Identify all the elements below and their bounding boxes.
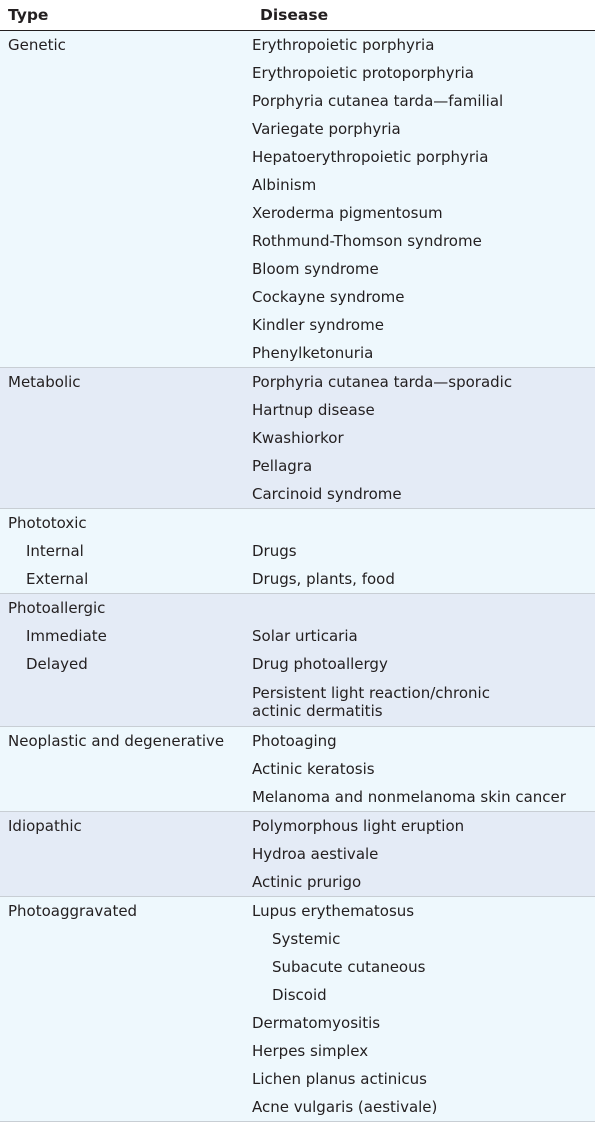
table-row-group (0, 594, 595, 727)
disease-item: Acne vulgaris (aestivale) (252, 1098, 438, 1116)
disease-item: Kwashiorkor (252, 429, 344, 447)
type-label: Idiopathic (8, 817, 82, 835)
disease-item: Erythropoietic protoporphyria (252, 64, 474, 82)
disease-item: Phenylketonuria (252, 344, 374, 362)
type-cell (0, 368, 252, 508)
disease-item: Pellagra (252, 457, 313, 475)
disease-cell (252, 727, 595, 811)
type-cell (0, 812, 252, 896)
disease-subitem: Discoid (272, 986, 327, 1004)
subtype-label: External (26, 570, 89, 588)
disease-subitem: Systemic (272, 930, 341, 948)
type-label: Metabolic (8, 373, 81, 391)
disease-item: Actinic keratosis (252, 760, 375, 778)
disease-item: Xeroderma pigmentosum (252, 204, 443, 222)
disease-item: Melanoma and nonmelanoma skin cancer (252, 788, 566, 806)
disease-subitem: Subacute cutaneous (272, 958, 426, 976)
type-label: Genetic (8, 36, 66, 54)
subtype-label: Immediate (26, 627, 107, 645)
type-cell (0, 727, 252, 811)
header-type: Type (8, 6, 49, 24)
type-cell (0, 594, 252, 726)
disease-item: Porphyria cutanea tarda—familial (252, 92, 504, 110)
table-row-group (0, 812, 595, 897)
disease-item-line: Persistent light reaction/chronic (252, 684, 490, 702)
disease-item: Variegate porphyria (252, 120, 401, 138)
disease-item: Carcinoid syndrome (252, 485, 402, 503)
disease-item: Herpes simplex (252, 1042, 369, 1060)
disease-cell (252, 368, 595, 508)
disease-cell (252, 31, 595, 367)
disease-item: Drugs (252, 542, 297, 560)
disease-item: Solar urticaria (252, 627, 358, 645)
disease-item: Rothmund-Thomson syndrome (252, 232, 482, 250)
subtype-label: Delayed (26, 655, 88, 673)
disease-item: Lupus erythematosus (252, 902, 415, 920)
type-label: Photoaggravated (8, 902, 138, 920)
disease-item: Cockayne syndrome (252, 288, 405, 306)
disease-cell (252, 812, 595, 896)
header-disease: Disease (260, 6, 329, 24)
disease-item: Hepatoerythropoietic porphyria (252, 148, 489, 166)
disease-item: Kindler syndrome (252, 316, 384, 334)
type-label: Phototoxic (8, 514, 87, 532)
disease-item: Dermatomyositis (252, 1014, 381, 1032)
table-row-group (0, 31, 595, 368)
table-row-group (0, 368, 595, 509)
disease-item: Albinism (252, 176, 317, 194)
type-label: Photoallergic (8, 599, 106, 617)
disease-item: Porphyria cutanea tarda—sporadic (252, 373, 513, 391)
disease-item: Actinic prurigo (252, 873, 362, 891)
disease-item: Hartnup disease (252, 401, 375, 419)
disease-item (252, 678, 595, 726)
table-row-group (0, 509, 595, 594)
disease-item: Photoaging (252, 732, 337, 750)
type-cell (0, 897, 252, 1121)
table-body (0, 31, 595, 1122)
subtype-label: Internal (26, 542, 84, 560)
disease-item (252, 509, 595, 537)
disease-item: Erythropoietic porphyria (252, 36, 435, 54)
disease-cell (252, 897, 595, 1121)
disease-item: Drugs, plants, food (252, 570, 395, 588)
type-cell (0, 509, 252, 593)
disease-item: Lichen planus actinicus (252, 1070, 427, 1088)
table-row-group (0, 727, 595, 812)
disease-item: Drug photoallergy (252, 655, 388, 673)
disease-item: Polymorphous light eruption (252, 817, 465, 835)
type-label: Neoplastic and degenerative (8, 732, 225, 750)
disease-item: Hydroa aestivale (252, 845, 379, 863)
disease-cell (252, 594, 595, 726)
disease-item (252, 594, 595, 622)
disease-item-line: actinic dermatitis (252, 702, 383, 720)
disease-item: Bloom syndrome (252, 260, 379, 278)
table-header (0, 0, 595, 31)
table-row-group (0, 897, 595, 1122)
type-cell (0, 31, 252, 367)
disease-cell (252, 509, 595, 593)
